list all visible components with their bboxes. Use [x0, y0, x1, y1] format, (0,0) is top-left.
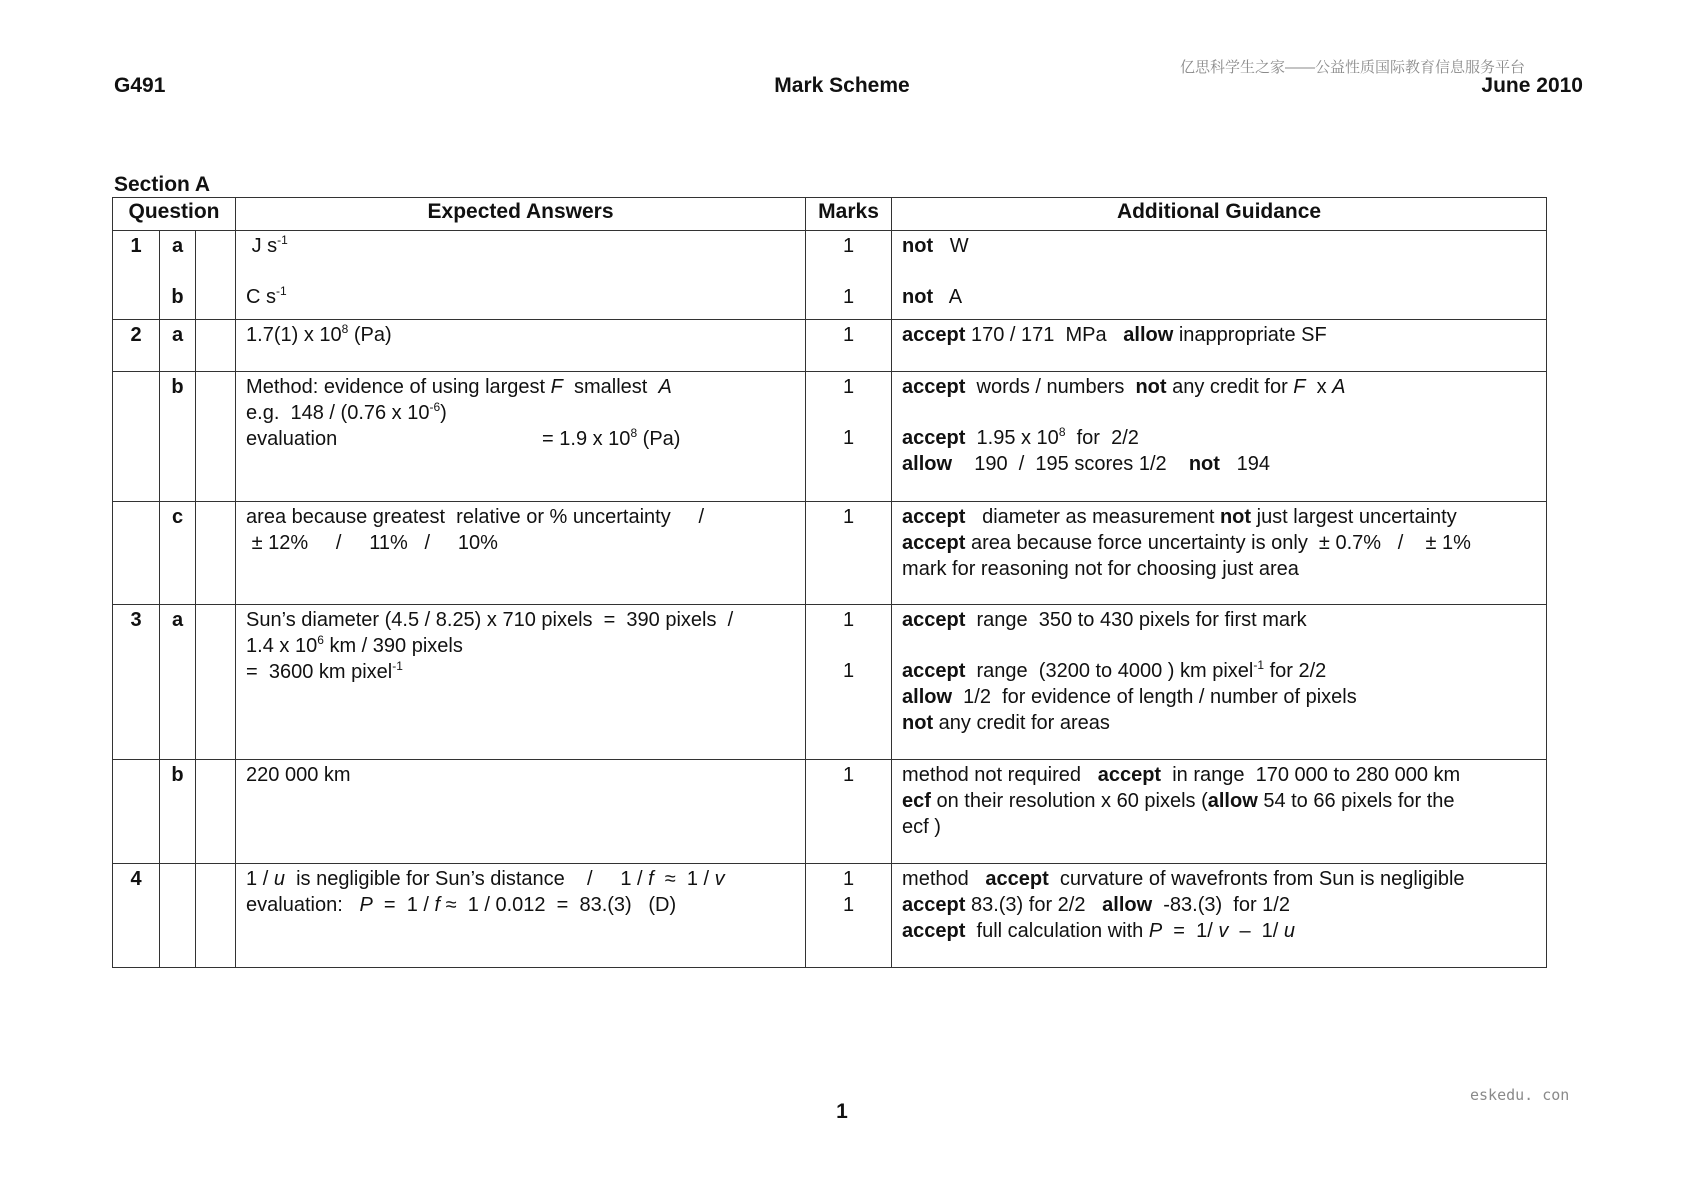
- marks: 1: [806, 320, 892, 372]
- table-row: [113, 605, 1547, 760]
- question-part: a: [160, 320, 196, 372]
- additional-guidance: accept range 350 to 430 pixels for first mark accept range (3200 to 4000 ) km pixel$^{-1}$ for 2/2 allow 1/2 for evidence of length / number of pixels not any credit for areas: [892, 605, 1547, 760]
- table-header-row: [113, 198, 1547, 231]
- question-subpart: [196, 760, 236, 864]
- question-part: [160, 231, 196, 320]
- question-number: 2: [113, 320, 160, 372]
- part-label: a: [171, 235, 184, 257]
- question-subpart: [196, 605, 236, 760]
- marks: 1: [806, 760, 892, 864]
- question-part: a: [160, 605, 196, 760]
- additional-guidance: method accept curvature of wavefronts from Sun is negligible accept 83.(3) for 2/2 allow -83.(3) for 1/2 accept full calculation with P = 1/ v – 1/ u: [892, 864, 1547, 968]
- exam-date: June 2010: [1481, 74, 1583, 97]
- question-part: c: [160, 502, 196, 605]
- question-subpart: [196, 502, 236, 605]
- expected-answer: 1 / u is negligible for Sun’s distance / 1 / f ≈ 1 / v evaluation: P = 1 / f ≈ 1 / 0.012 = 83.(3) (D): [236, 864, 806, 968]
- table-row: [113, 502, 1547, 605]
- watermark-bottom: eskedu. con: [1470, 1086, 1570, 1104]
- question-number: [113, 372, 160, 502]
- additional-guidance: accept words / numbers not any credit for F x A accept 1.95 x $10^8$ for 2/2 allow 190 / 195 scores 1/2 not 194: [892, 372, 1547, 502]
- expected-answer: Method: evidence of using largest F smallest A e.g. 148 / (0.76 x $10^{-6}$) evaluation = 1.9 x $10^8$ (Pa): [236, 372, 806, 502]
- header-marks: Marks: [806, 198, 892, 231]
- question-subpart: [196, 372, 236, 502]
- expected-answer: 1.7(1) x $10^8$ (Pa): [236, 320, 806, 372]
- marks: 1 1: [806, 231, 892, 320]
- marks: 1: [806, 502, 892, 605]
- table-row: [113, 231, 1547, 320]
- question-number: [113, 760, 160, 864]
- question-number: 3: [113, 605, 160, 760]
- additional-guidance: accept diameter as measurement not just largest uncertainty accept area because force uncertainty is only ± 0.7% / ± 1% mark for reasoning not for choosing just area: [892, 502, 1547, 605]
- section-title: Section A: [114, 173, 211, 196]
- mark-scheme-table: [112, 197, 1547, 968]
- table-row: [113, 760, 1547, 864]
- expected-answer: J $s^{-1}$ C $s^{-1}$: [236, 231, 806, 320]
- question-subpart: [196, 864, 236, 968]
- question-subpart: [196, 231, 236, 320]
- paper-code: G491: [114, 74, 166, 97]
- expected-answer: area because greatest relative or % uncertainty / ± 12% / 11% / 10%: [236, 502, 806, 605]
- question-number: [113, 502, 160, 605]
- table-row: [113, 864, 1547, 968]
- additional-guidance: method not required accept in range 170 000 to 280 000 km ecf on their resolution x 60 pixels (allow 54 to 66 pixels for the ecf ): [892, 760, 1547, 864]
- table-row: [113, 372, 1547, 502]
- question-part: [160, 864, 196, 968]
- question-part: b: [160, 372, 196, 502]
- question-number: 4: [113, 864, 160, 968]
- additional-guidance: accept 170 / 171 MPa allow inappropriate SF: [892, 320, 1547, 372]
- marks: 1 1: [806, 864, 892, 968]
- document-title: Mark Scheme: [774, 74, 910, 97]
- header-question: Question: [113, 198, 236, 231]
- marks: 1 1: [806, 372, 892, 502]
- watermark-top: 亿思科学生之家——公益性质国际教育信息服务平台: [1180, 59, 1526, 76]
- question-part: b: [160, 760, 196, 864]
- header-additional-guidance: Additional Guidance: [892, 198, 1547, 231]
- expected-answer: Sun’s diameter (4.5 / 8.25) x 710 pixels = 390 pixels / 1.4 x $10^6$ km / 390 pixels = 3600 km pixel$^{-1}$: [236, 605, 806, 760]
- question-subpart: [196, 320, 236, 372]
- additional-guidance: not W not A: [892, 231, 1547, 320]
- expected-answer: 220 000 km: [236, 760, 806, 864]
- header-expected-answers: Expected Answers: [236, 198, 806, 231]
- page-number: 1: [836, 1100, 848, 1123]
- question-number: 1: [113, 231, 160, 320]
- table-row: [113, 320, 1547, 372]
- marks: 1 1: [806, 605, 892, 760]
- part-label: b: [171, 286, 184, 308]
